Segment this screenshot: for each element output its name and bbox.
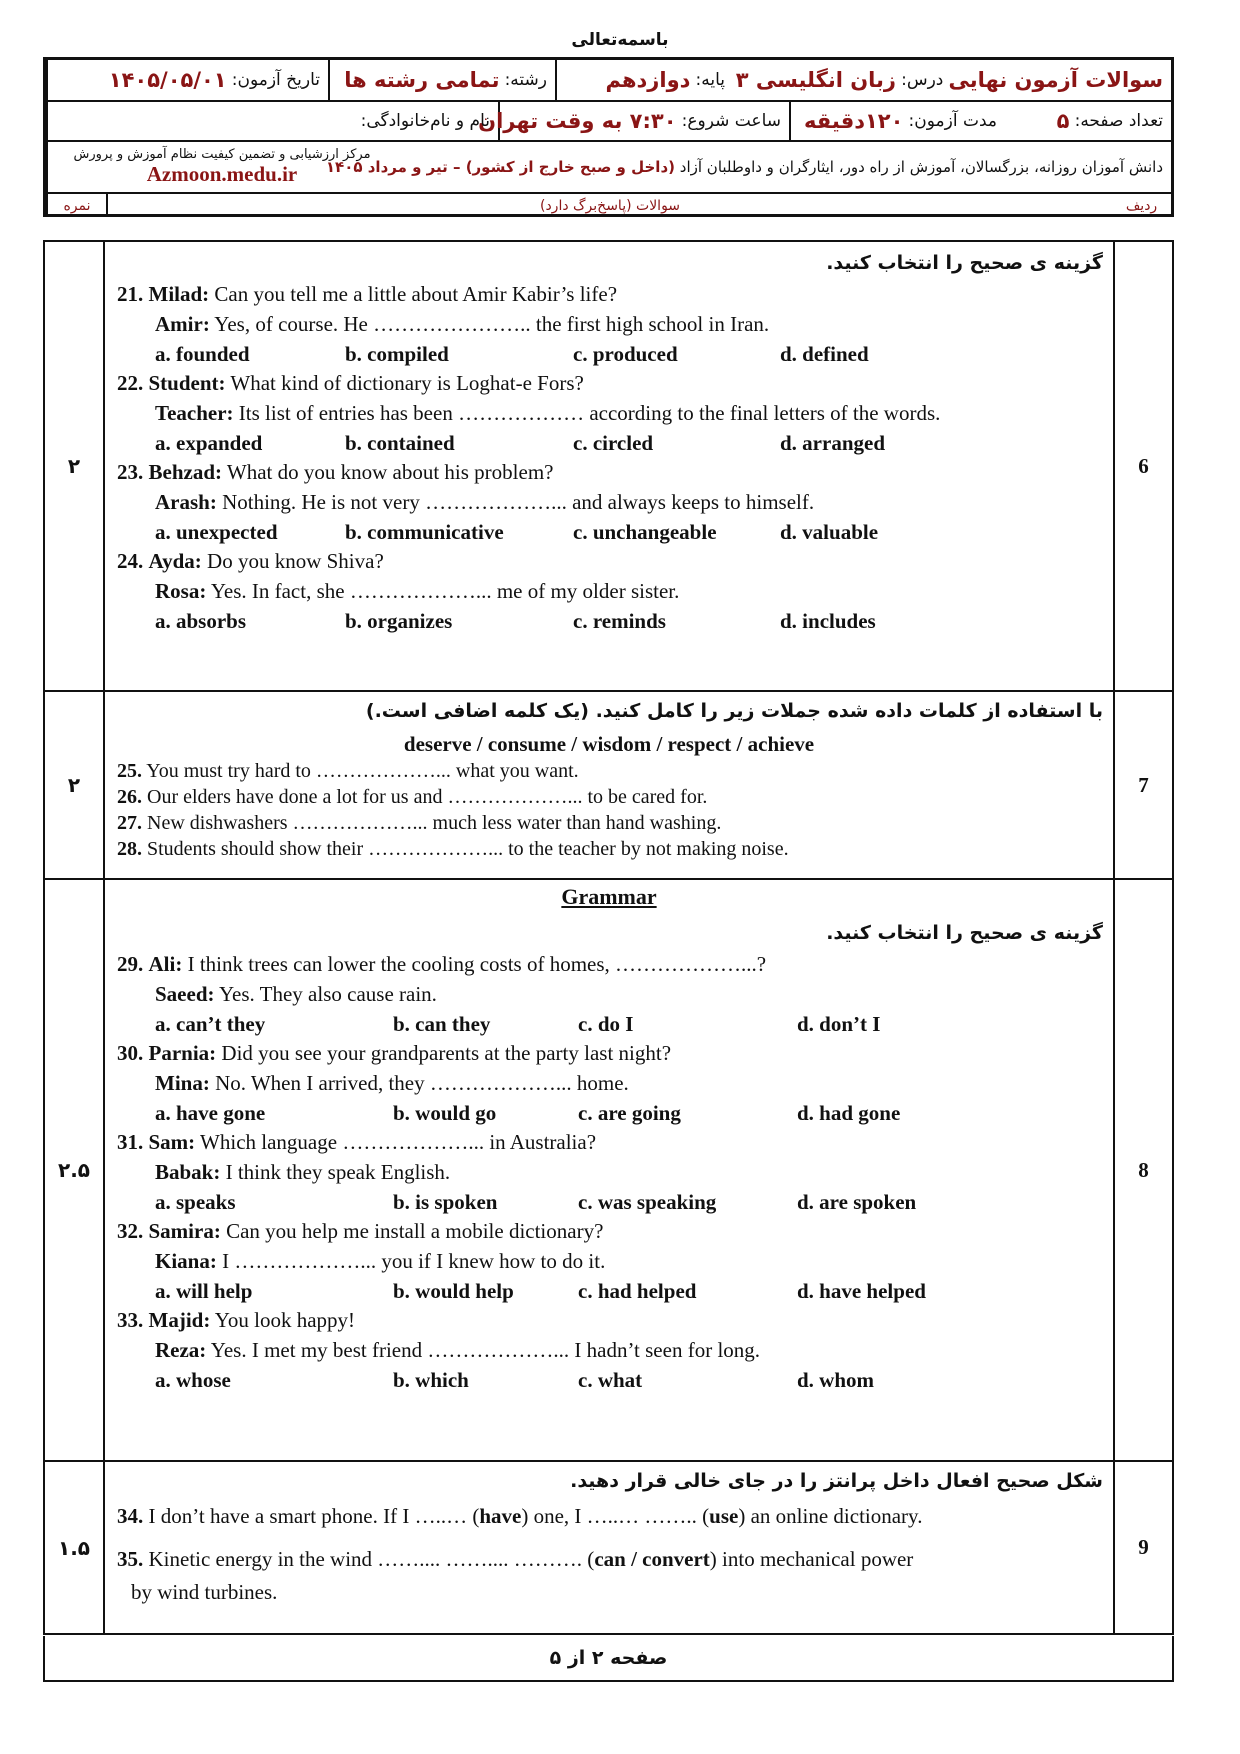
duration-value: ۱۲۰دقیقه	[804, 109, 904, 133]
grade-label: پایه:	[695, 70, 725, 90]
question-line: 22. Student: What kind of dictionary is Loghat-e Fors?	[117, 371, 584, 395]
question-line: 32. Samira: Can you help me install a mobile dictionary?	[117, 1219, 604, 1243]
question-line: 29. Ali: I think trees can lower the cooling costs of homes, ………………...?	[117, 952, 767, 976]
exam-header	[43, 57, 1174, 217]
option-b[interactable]: b. can they	[393, 1012, 491, 1036]
course-value: زبان انگلیسی ۳	[735, 68, 897, 92]
date-cell	[46, 60, 328, 100]
duration-label: مدت آزمون:	[908, 111, 997, 131]
section-9	[45, 1462, 1172, 1633]
option-b[interactable]: b. organizes	[345, 609, 453, 633]
date-label: تاریخ آزمون:	[231, 70, 320, 90]
section-content	[105, 692, 1113, 878]
section-8	[45, 880, 1172, 1462]
option-d[interactable]: d. valuable	[780, 520, 879, 544]
section-content	[105, 880, 1113, 1460]
option-b[interactable]: b. which	[393, 1368, 469, 1392]
section-instruction: گزینه ی صحیح را انتخاب کنید.	[826, 252, 1103, 274]
option-a[interactable]: a. founded	[155, 342, 250, 366]
center-cell	[46, 142, 396, 192]
option-a[interactable]: a. can’t they	[155, 1012, 266, 1036]
field-cell	[328, 60, 555, 100]
option-c[interactable]: c. unchangeable	[573, 520, 717, 544]
section-instruction: با استفاده از کلمات داده شده جملات زیر را کامل کنید. (یک کلمه اضافی است.)	[365, 700, 1103, 722]
option-b[interactable]: b. contained	[345, 431, 455, 455]
option-b[interactable]: b. is spoken	[393, 1190, 498, 1214]
page-footer: صفحه ۲ از ۵	[43, 1636, 1174, 1682]
fill-in-sentence: 27. New dishwashers ………………... much less water than hand washing.	[117, 812, 722, 834]
option-c[interactable]: c. circled	[573, 431, 654, 455]
answer-line: Teacher: Its list of entries has been ……………… according to the final letters of the words.	[155, 401, 941, 425]
options-row	[155, 609, 1113, 639]
field-value: تمامی رشته ها	[344, 68, 500, 92]
candidates-cell	[325, 142, 1171, 192]
grammar-title: Grammar	[561, 884, 657, 909]
question-line: 24. Ayda: Do you know Shiva?	[117, 549, 384, 573]
grade-cell	[555, 60, 733, 100]
pages-cell	[1005, 102, 1171, 140]
candidates-text: دانش آموزان روزانه، بزرگسالان، آموزش از راه دور، ایثارگران و داوطلبان آزاد	[679, 158, 1163, 176]
answer-line: Arash: Nothing. He is not very ………………... and always keeps to himself.	[155, 490, 815, 514]
section-instruction: گزینه ی صحیح را انتخاب کنید.	[826, 922, 1103, 944]
question-35: 35. Kinetic energy in the wind …….... …….... ………. (can / convert) into mechanical power	[117, 1547, 914, 1571]
section-score: ۲	[45, 242, 105, 690]
duration-cell	[789, 102, 1005, 140]
answer-line: Saeed: Yes. They also cause rain.	[155, 982, 437, 1006]
options-row	[155, 431, 1113, 461]
options-row	[155, 342, 1113, 372]
start-label: ساعت شروع:	[681, 111, 781, 131]
section-number: 9	[1113, 1462, 1172, 1633]
options-row	[155, 1190, 1113, 1220]
options-row	[155, 520, 1113, 550]
option-d[interactable]: d. defined	[780, 342, 869, 366]
option-d[interactable]: d. arranged	[780, 431, 885, 455]
option-c[interactable]: c. do I	[578, 1012, 634, 1036]
header-row-3	[46, 142, 1171, 194]
section-number: 7	[1113, 692, 1172, 878]
header-row-2	[46, 102, 1171, 142]
pages-label: تعداد صفحه:	[1074, 111, 1163, 131]
field-label: رشته:	[504, 70, 547, 90]
question-line: 33. Majid: You look happy!	[117, 1308, 356, 1332]
section-number: 6	[1113, 242, 1172, 690]
question-34: 34. I don’t have a smart phone. If I …..… (have) one, I …..… …….. (use) an online dictionary.	[117, 1504, 923, 1528]
answer-line: Mina: No. When I arrived, they ………………... home.	[155, 1071, 629, 1095]
options-row	[155, 1012, 1113, 1042]
option-a[interactable]: a. have gone	[155, 1101, 266, 1125]
option-b[interactable]: b. communicative	[345, 520, 504, 544]
center-name: مرکز ارزشیابی و تضمین کیفیت نظام آموزش و پرورش	[73, 147, 371, 162]
student-name-label: نام و نام‌خانوادگی:	[360, 111, 490, 131]
start-value: ۷:۳۰ به وقت تهران	[478, 109, 677, 133]
option-c[interactable]: c. had helped	[578, 1279, 697, 1303]
section-number: 8	[1113, 880, 1172, 1460]
questions-table	[43, 240, 1174, 1635]
option-d[interactable]: d. don’t I	[797, 1012, 881, 1036]
section-7	[45, 692, 1172, 880]
option-a[interactable]: a. speaks	[155, 1190, 236, 1214]
option-d[interactable]: d. are spoken	[797, 1190, 917, 1214]
options-row	[155, 1368, 1113, 1398]
section-score: ۲	[45, 692, 105, 878]
option-a[interactable]: a. whose	[155, 1368, 231, 1392]
answer-line: Amir: Yes, of course. He ………………….. the first high school in Iran.	[155, 312, 770, 336]
option-b[interactable]: b. would go	[393, 1101, 497, 1125]
option-d[interactable]: d. includes	[780, 609, 876, 633]
student-name-cell	[46, 102, 498, 140]
section-content	[105, 1462, 1113, 1633]
answer-line: Rosa: Yes. In fact, she ………………... me of my older sister.	[155, 579, 680, 603]
course-label: درس:	[901, 70, 944, 90]
option-a[interactable]: a. expanded	[155, 431, 263, 455]
option-d[interactable]: d. have helped	[797, 1279, 926, 1303]
start-cell	[478, 102, 789, 140]
header-row-1	[46, 60, 1171, 102]
section-content	[105, 242, 1113, 690]
option-d[interactable]: d. whom	[797, 1368, 875, 1392]
question-35-continued: by wind turbines.	[131, 1580, 278, 1604]
option-b[interactable]: b. would help	[393, 1279, 514, 1303]
option-a[interactable]: a. will help	[155, 1279, 253, 1303]
fill-in-sentence: 28. Students should show their ………………... to the teacher by not making noise.	[117, 838, 789, 860]
fill-in-sentence: 26. Our elders have done a lot for us and ………………... to be cared for.	[117, 786, 708, 808]
answer-line: Reza: Yes. I met my best friend ………………... I hadn’t seen for long.	[155, 1338, 761, 1362]
word-bank: deserve / consume / wisdom / respect / achieve	[403, 732, 815, 756]
website-link[interactable]: Azmoon.medu.ir	[146, 162, 298, 186]
section-score: ۲.۵	[45, 880, 105, 1460]
options-row	[155, 1101, 1113, 1131]
header-row-4	[46, 194, 1171, 217]
section-instruction: شکل صحیح افعال داخل پرانتز را در جای خالی قرار دهید.	[570, 1470, 1103, 1492]
options-row	[155, 1279, 1113, 1309]
question-line: 21. Milad: Can you tell me a little about Amir Kabir’s life?	[117, 282, 618, 306]
option-a[interactable]: a. unexpected	[155, 520, 278, 544]
candidates-highlight: (داخل و صبح خارج از کشور) – تیر و مرداد ۱۴۰۵	[325, 158, 675, 176]
basmala-heading: باسمه‌تعالی	[571, 30, 669, 50]
section-6	[45, 242, 1172, 692]
option-c[interactable]: c. reminds	[573, 609, 666, 633]
question-line: 23. Behzad: What do you know about his problem?	[117, 460, 554, 484]
section-score: ۱.۵	[45, 1462, 105, 1633]
exam-title: سوالات آزمون نهایی	[948, 68, 1163, 92]
grade-value: دوازدهم	[605, 68, 691, 92]
question-line: 30. Parnia: Did you see your grandparents at the party last night?	[117, 1041, 672, 1065]
question-line: 31. Sam: Which language ………………... in Australia?	[117, 1130, 597, 1154]
date-value: ۱۴۰۵/۰۵/۰۱	[108, 68, 227, 92]
fill-in-sentence: 25. You must try hard to ………………... what you want.	[117, 760, 579, 782]
option-c[interactable]: c. are going	[578, 1101, 681, 1125]
option-d[interactable]: d. had gone	[797, 1101, 901, 1125]
col-row-header: ردیف	[1125, 197, 1158, 214]
answer-line: Babak: I think they speak English.	[155, 1160, 451, 1184]
option-c[interactable]: c. produced	[573, 342, 678, 366]
col-questions-header: سوالات (پاسخ‌برگ دارد)	[106, 194, 1112, 217]
option-c[interactable]: c. what	[578, 1368, 643, 1392]
pages-value: ۵	[1056, 109, 1070, 133]
option-b[interactable]: b. compiled	[345, 342, 449, 366]
answer-line: Kiana: I ………………... you if I knew how to do it.	[155, 1249, 606, 1273]
course-cell	[733, 60, 1171, 100]
option-a[interactable]: a. absorbs	[155, 609, 247, 633]
col-score-header: نمره	[46, 194, 106, 217]
option-c[interactable]: c. was speaking	[578, 1190, 717, 1214]
